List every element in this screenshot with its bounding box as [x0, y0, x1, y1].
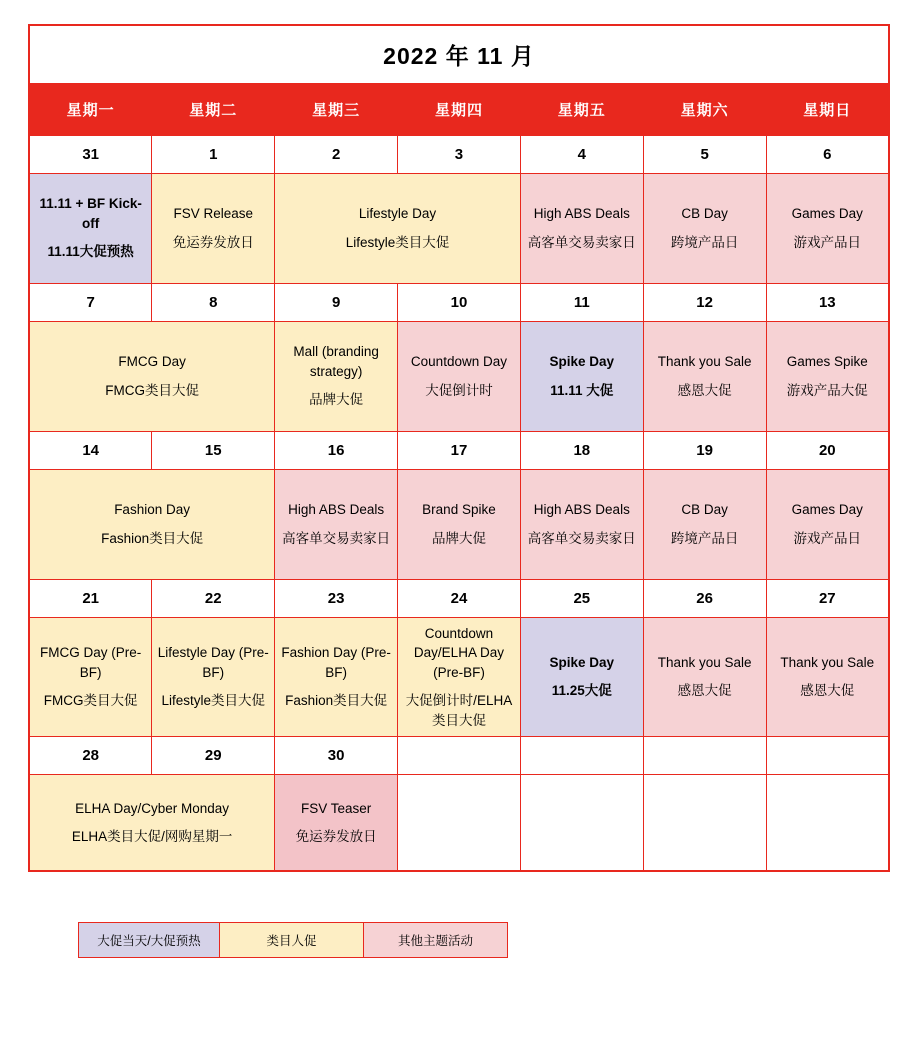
- event-title-en: Thank you Sale: [780, 654, 875, 670]
- date-cell[interactable]: 20: [766, 431, 889, 469]
- event-spacer: [156, 682, 270, 691]
- event-spacer: [648, 224, 762, 233]
- legend-item-promo-day: 大促当天/大促预热: [78, 922, 220, 958]
- date-cell-empty: [643, 737, 766, 775]
- date-cell[interactable]: 31: [29, 135, 152, 173]
- date-number-row: [29, 431, 889, 469]
- event-title-en: Games Spike: [786, 353, 868, 369]
- event-cell-empty: [520, 775, 643, 871]
- date-cell[interactable]: 6: [766, 135, 889, 173]
- event-title-zh: FMCG类目大促: [105, 382, 199, 398]
- event-spacer: [525, 520, 639, 529]
- event-title-en: Spike Day: [549, 654, 615, 670]
- calendar-title: 2022 年 11 月: [29, 25, 889, 83]
- event-cell[interactable]: [398, 321, 521, 431]
- event-title-zh: 高客单交易卖家日: [282, 530, 391, 546]
- event-spacer: [525, 672, 639, 681]
- calendar-title-row: [29, 25, 889, 83]
- event-spacer: [279, 682, 393, 691]
- event-cell-empty: [398, 775, 521, 871]
- date-cell[interactable]: 18: [520, 431, 643, 469]
- event-title-zh: 11.11 大促: [550, 382, 614, 398]
- weekday-header-sat: 星期六: [643, 83, 766, 135]
- event-title-zh: Fashion类目大促: [101, 530, 204, 546]
- date-cell[interactable]: 27: [766, 579, 889, 617]
- date-cell[interactable]: 10: [398, 283, 521, 321]
- event-cell[interactable]: [643, 617, 766, 737]
- event-spacer: [771, 520, 884, 529]
- weekday-header-fri: 星期五: [520, 83, 643, 135]
- event-title-zh: 游戏产品日: [793, 234, 862, 250]
- date-cell[interactable]: 3: [398, 135, 521, 173]
- legend: [78, 922, 890, 958]
- event-title-en: Games Day: [791, 205, 863, 221]
- monthly-calendar: [28, 24, 890, 872]
- event-title-en: FSV Release: [173, 205, 254, 221]
- event-title-zh: 品牌大促: [431, 530, 486, 546]
- event-spacer: [34, 233, 147, 242]
- date-cell[interactable]: 21: [29, 579, 152, 617]
- event-spacer: [402, 682, 516, 691]
- event-title-zh: 感恩大促: [677, 683, 732, 699]
- event-cell[interactable]: [275, 617, 398, 737]
- event-cell[interactable]: [275, 321, 398, 431]
- date-cell-empty: [398, 737, 521, 775]
- date-cell[interactable]: 7: [29, 283, 152, 321]
- date-cell-empty: [520, 737, 643, 775]
- event-spacer: [279, 520, 393, 529]
- event-title-zh: 游戏产品大促: [786, 382, 868, 398]
- event-title-en: FMCG Day: [118, 353, 186, 369]
- event-spacer: [34, 372, 270, 381]
- date-cell[interactable]: 14: [29, 431, 152, 469]
- event-title-zh: FMCG类目大促: [43, 693, 138, 709]
- event-cell[interactable]: [766, 321, 889, 431]
- date-cell[interactable]: 12: [643, 283, 766, 321]
- event-cell[interactable]: [275, 173, 521, 283]
- date-number-row: [29, 135, 889, 173]
- event-cell-empty: [766, 775, 889, 871]
- event-title-en: High ABS Deals: [533, 205, 630, 221]
- weekday-header-wed: 星期三: [275, 83, 398, 135]
- event-title-zh: Lifestyle类目大促: [345, 234, 450, 250]
- event-cell[interactable]: [520, 321, 643, 431]
- date-cell[interactable]: 15: [152, 431, 275, 469]
- event-title-en: CB Day: [681, 501, 728, 517]
- event-cell[interactable]: [29, 617, 152, 737]
- event-spacer: [279, 381, 393, 390]
- date-cell[interactable]: 23: [275, 579, 398, 617]
- date-number-row: [29, 737, 889, 775]
- weekday-header-sun: 星期日: [766, 83, 889, 135]
- event-spacer: [525, 224, 639, 233]
- date-cell[interactable]: 26: [643, 579, 766, 617]
- date-cell[interactable]: 28: [29, 737, 152, 775]
- event-title-en: Lifestyle Day (Pre-BF): [157, 645, 269, 680]
- event-row: [29, 469, 889, 579]
- event-cell[interactable]: [29, 469, 275, 579]
- event-title-zh: Fashion类目大促: [285, 693, 388, 709]
- event-title-zh: ELHA类目大促/网购星期一: [71, 829, 233, 845]
- event-cell[interactable]: [766, 469, 889, 579]
- event-cell[interactable]: [520, 469, 643, 579]
- event-title-zh: 品牌大促: [309, 392, 364, 408]
- event-title-zh: 免运券发放日: [295, 829, 377, 845]
- event-title-en: High ABS Deals: [288, 501, 385, 517]
- date-cell[interactable]: 4: [520, 135, 643, 173]
- event-spacer: [402, 372, 516, 381]
- event-spacer: [34, 520, 270, 529]
- weekday-header-tue: 星期二: [152, 83, 275, 135]
- date-cell[interactable]: 13: [766, 283, 889, 321]
- event-cell[interactable]: [766, 173, 889, 283]
- event-title-zh: 跨境产品日: [670, 234, 739, 250]
- event-title-en: FMCG Day (Pre-BF): [40, 645, 142, 680]
- weekday-header-thu: 星期四: [398, 83, 521, 135]
- event-spacer: [648, 520, 762, 529]
- event-title-en: Games Day: [791, 501, 863, 517]
- event-row: [29, 775, 889, 871]
- event-title-zh: 大促倒计时: [425, 382, 493, 398]
- event-title-en: Brand Spike: [422, 501, 496, 517]
- legend-item-other-theme: 其他主题活动: [364, 922, 508, 958]
- date-cell[interactable]: 30: [275, 737, 398, 775]
- event-cell[interactable]: [398, 469, 521, 579]
- event-cell[interactable]: [29, 775, 275, 871]
- event-title-zh: 高客单交易卖家日: [527, 530, 636, 546]
- date-cell[interactable]: 8: [152, 283, 275, 321]
- date-cell[interactable]: 24: [398, 579, 521, 617]
- event-title-zh: 免运券发放日: [172, 234, 254, 250]
- date-cell[interactable]: 1: [152, 135, 275, 173]
- date-cell[interactable]: 22: [152, 579, 275, 617]
- event-spacer: [156, 224, 270, 233]
- event-title-zh: 11.11大促预热: [47, 244, 134, 260]
- date-cell-empty: [766, 737, 889, 775]
- date-number-row: [29, 283, 889, 321]
- event-title-en: Fashion Day (Pre-BF): [281, 645, 391, 680]
- event-row: [29, 173, 889, 283]
- event-cell[interactable]: [398, 617, 521, 737]
- event-title-zh: 感恩大促: [800, 683, 855, 699]
- event-cell[interactable]: [29, 321, 275, 431]
- event-title-en: Spike Day: [549, 353, 615, 369]
- event-spacer: [648, 672, 762, 681]
- date-cell[interactable]: 9: [275, 283, 398, 321]
- event-spacer: [525, 372, 639, 381]
- event-cell[interactable]: [275, 775, 398, 871]
- event-title-en: Mall (branding strategy): [293, 344, 379, 379]
- event-title-zh: 游戏产品日: [793, 530, 862, 546]
- event-cell[interactable]: [520, 173, 643, 283]
- event-title-zh: 大促倒计时/ELHA类目大促: [405, 693, 513, 728]
- event-title-zh: 感恩大促: [677, 382, 732, 398]
- event-title-en: FSV Teaser: [300, 800, 372, 816]
- event-title-zh: Lifestyle类目大促: [161, 693, 266, 709]
- date-cell[interactable]: 25: [520, 579, 643, 617]
- event-title-zh: 11.25大促: [551, 683, 612, 699]
- event-cell[interactable]: [275, 469, 398, 579]
- event-cell[interactable]: [152, 617, 275, 737]
- event-cell[interactable]: [643, 173, 766, 283]
- event-row: [29, 321, 889, 431]
- event-spacer: [34, 682, 147, 691]
- date-cell[interactable]: 19: [643, 431, 766, 469]
- date-cell[interactable]: 16: [275, 431, 398, 469]
- date-cell[interactable]: 5: [643, 135, 766, 173]
- event-spacer: [402, 520, 516, 529]
- event-title-zh: 高客单交易卖家日: [527, 234, 636, 250]
- event-spacer: [279, 818, 393, 827]
- event-spacer: [279, 224, 516, 233]
- event-title-en: Fashion Day: [114, 501, 190, 517]
- event-spacer: [34, 818, 270, 827]
- event-cell[interactable]: [643, 469, 766, 579]
- event-title-en: ELHA Day/Cyber Monday: [75, 800, 229, 816]
- event-title-en: Thank you Sale: [657, 654, 752, 670]
- event-title-en: Countdown Day: [410, 353, 507, 369]
- event-title-en: Thank you Sale: [657, 353, 752, 369]
- event-cell[interactable]: [643, 321, 766, 431]
- event-title-en: High ABS Deals: [533, 501, 630, 517]
- date-cell[interactable]: 17: [398, 431, 521, 469]
- event-cell-empty: [643, 775, 766, 871]
- event-cell[interactable]: [520, 617, 643, 737]
- date-cell[interactable]: 11: [520, 283, 643, 321]
- event-cell[interactable]: [29, 173, 152, 283]
- date-cell[interactable]: 29: [152, 737, 275, 775]
- event-title-zh: 跨境产品日: [670, 530, 739, 546]
- event-title-en: Lifestyle Day: [358, 205, 437, 221]
- event-spacer: [771, 224, 884, 233]
- event-title-en: CB Day: [681, 205, 728, 221]
- legend-item-category-promo: 类目人促: [220, 922, 364, 958]
- date-number-row: [29, 579, 889, 617]
- event-spacer: [771, 672, 884, 681]
- event-title-en: Countdown Day/ELHA Day (Pre-BF): [413, 625, 504, 680]
- event-cell[interactable]: [152, 173, 275, 283]
- date-cell[interactable]: 2: [275, 135, 398, 173]
- event-title-en: 11.11 + BF Kick-off: [39, 196, 142, 231]
- event-cell[interactable]: [766, 617, 889, 737]
- weekday-header-mon: 星期一: [29, 83, 152, 135]
- event-spacer: [771, 372, 884, 381]
- event-row: [29, 617, 889, 737]
- event-spacer: [648, 372, 762, 381]
- weekday-header-row: [29, 83, 889, 135]
